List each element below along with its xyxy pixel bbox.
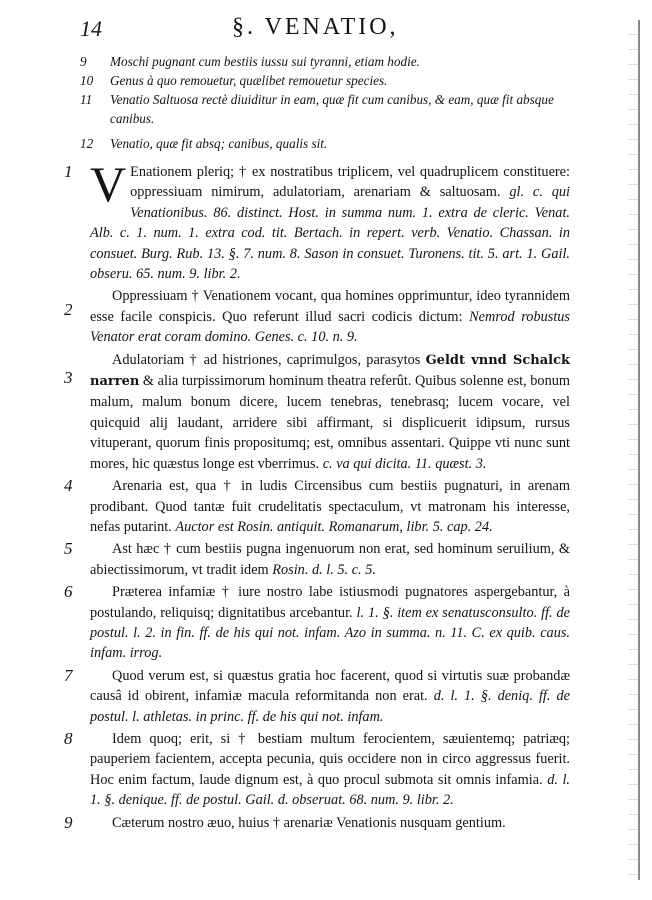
citation: gl. c. qui Venationibus. 86. distinct. Host. in summa num. 1. extra de cleric. Venat. Alb. c. 1. num. 1. extra cod. tit. Bertach. in repert. verb. Venatio. Chassan. in consuet. Burg. Rub. 13. §. 7. num. 8. Sason in consuet. Turonens. tit. 5. art. 1. Gail. obseru. 65. num. 9. libr. 2. bbox=[90, 184, 570, 283]
summary-item bbox=[80, 134, 580, 153]
paragraph-text: Adulatoriam † ad histriones, caprimulgos, parasytos bbox=[112, 351, 421, 368]
summary-item bbox=[80, 52, 580, 71]
running-head: §. VENATIO, bbox=[232, 14, 399, 40]
margin-number: 8 bbox=[64, 728, 73, 748]
summary-number: 10 bbox=[80, 73, 94, 88]
paragraph bbox=[64, 350, 570, 474]
paragraph bbox=[64, 812, 570, 833]
summary-number: 12 bbox=[80, 136, 94, 151]
summary-list bbox=[80, 52, 580, 153]
paragraph bbox=[64, 286, 571, 347]
citation: Nemrod robustus Venator erat coram domino. Genes. c. 10. n. 9. bbox=[90, 308, 571, 346]
citation: Auctor est Rosin. antiquit. Romanarum, libr. 5. cap. 24. bbox=[175, 518, 493, 535]
paragraph bbox=[64, 582, 571, 664]
citation: Rosin. d. l. 5. c. 5. bbox=[272, 561, 376, 578]
paragraph-text: Quod verum est, si quæstus gratia hoc facerent, quod si virtutis suæ probandæ causâ id obirent, infamiæ macula reformitanda non erat. bbox=[90, 667, 570, 705]
summary-item bbox=[80, 90, 580, 128]
page-number: 14 bbox=[80, 16, 102, 41]
citation: d. l. 1. §. deniq. ff. de postul. l. athletas. in princ. ff. de his qui not. infam. bbox=[90, 688, 570, 725]
margin-number: 1 bbox=[64, 162, 73, 181]
margin-number: 3 bbox=[64, 367, 73, 387]
paragraph-text: Idem quoq; erit, si † bestiam multum ferocientem, sæuientemq; patriæq; pauperiem facientem, accepta pecunia, quis occidere non in circo aggressus fuerit. Hoc enim factum, laude dignum est, à quo procul submota sit omnis infamia. bbox=[90, 730, 570, 788]
summary-text: Moschi pugnant cum bestiis iussu sui tyranni, etiam hodie. bbox=[110, 54, 420, 69]
paragraph-text: Arenaria est, qua † in ludis Circensibus cum bestiis pugnaturi, in arenam prodibant. Quod tantæ fuit crudelitatis spectaculum, vt matronam his interesse, nefas putarint. bbox=[90, 478, 570, 535]
margin-number: 4 bbox=[64, 476, 73, 496]
summary-number: 11 bbox=[80, 92, 93, 107]
margin-number: 9 bbox=[64, 812, 73, 832]
margin-number: 5 bbox=[64, 539, 73, 559]
margin-number: 7 bbox=[64, 665, 73, 685]
blackletter-phrase: Geldt vnnd Schalck narren bbox=[90, 352, 570, 390]
citation: d. l. 1. §. denique. ff. de postul. Gail. d. obseruat. 68. num. 9. libr. 2. bbox=[90, 771, 571, 809]
summary-number: 9 bbox=[80, 54, 87, 69]
paragraph bbox=[64, 539, 570, 580]
paragraph bbox=[64, 476, 570, 537]
paragraph-text: Ast hæc † cum bestiis pugna ingenuorum non erat, sed hominum seruilium, & abiectissimorum, vt tradit idem bbox=[90, 541, 570, 578]
summary-text: Venatio Saltuosa rectè diuiditur in eam, quæ fit cum canibus, & eam, quæ fit absque canibus. bbox=[110, 92, 554, 126]
citation: l. 1. §. item ex senatusconsulto. ff. de postul. l. 2. in fin. ff. de his qui not. infam. Azo in summa. n. 11. C. ex quib. caus. infam. irrog. bbox=[90, 604, 571, 662]
drop-capital: V bbox=[90, 156, 127, 212]
summary-text: Genus à quo remouetur, quælibet remouetur species. bbox=[110, 73, 388, 88]
citation: c. va qui dicita. 11. quæst. 3. bbox=[322, 455, 487, 472]
paragraph bbox=[64, 156, 570, 284]
margin-number: 2 bbox=[64, 300, 73, 320]
summary-text: Venatio, quæ fit absq; canibus, qualis sit. bbox=[110, 136, 328, 151]
main-text bbox=[64, 156, 571, 835]
paragraph-text: Oppressiuam † Venationem vocant, qua homines opprimuntur, ideo tyrannidem esse facile conspicis. Quo referunt illud sacri codicis dictum: bbox=[90, 288, 570, 325]
page-binding-edge bbox=[628, 20, 640, 880]
paragraph-text: Enationem pleriq; † ex nostratibus triplicem, vel quadruplicem constituere: oppressiuam nimirum, adulatoriam, arenariam & saltuosam. bbox=[130, 164, 570, 201]
paragraph bbox=[64, 665, 570, 727]
margin-number: 6 bbox=[64, 582, 73, 602]
paragraph-text: Præterea infamiæ † iure nostro labe istiusmodi pugnatores aspergebantur, à postulando, reliquisq; dignitatibus arcebantur. bbox=[90, 584, 570, 621]
paragraph-text: Cæterum nostro æuo, huius † arenariæ Venationis nusquam gentium. bbox=[112, 814, 506, 831]
page-header bbox=[0, 10, 652, 50]
paragraph bbox=[64, 728, 571, 811]
summary-item bbox=[80, 71, 580, 90]
paragraph-text-continued: & alia turpissimorum hominum theatra referût. Quibus solenne est, bonum malum, malum bonum dicere, lucem tenebras, tenebrasq; lucem vocare, vel quicquid alij laudant, arridere sibi affirmant, si displicuerit idipsum, rursus vituperant, quorum finis propositumq; est, omnibus assentari. Quippe vti nunc sunt mores, hic quæstus longe est vberrimus. bbox=[90, 373, 570, 472]
